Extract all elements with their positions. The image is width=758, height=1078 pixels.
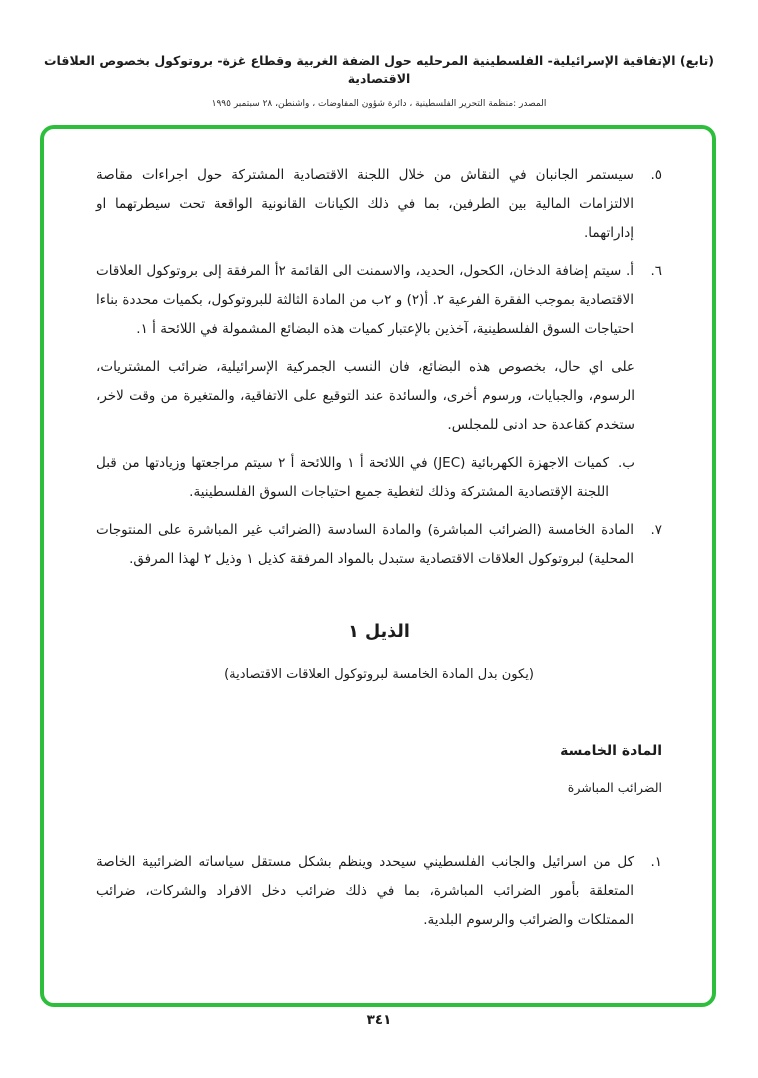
clause-6-b [96, 449, 635, 507]
clause-6-b-text: كميات الاجهزة الكهربائية (JEC) في اللائحة أ ١ واللائحة أ ٢ سيتم مراجعتها وزيادتها من قبل اللجنة الإقتصادية المشتركة وذلك لتغطية جميع احتياجات السوق الفلسطينية. [96, 455, 609, 500]
clause-6-b-letter: ب. [617, 455, 635, 471]
article-five-subheading: الضرائب المباشرة [567, 780, 662, 795]
clause-6 [96, 257, 662, 344]
appendix-clause-1-number: ١. [650, 854, 662, 870]
page-number: ٣٤١ [366, 1012, 392, 1028]
appendix-title: الذيل ١ [348, 622, 410, 642]
appendix-subtitle: (يكون بدل المادة الخامسة لبروتوكول العلاقات الاقتصادية) [224, 667, 534, 682]
document-title: (تابع) الإتفاقية الإسرائيلية- الفلسطينية المرحليه حول الضفة الغربية وقطاع غزة- بروتوكول بخصوص العلاقات الاقتصادية [44, 53, 714, 86]
clause-6-note: على اي حال، بخصوص هذه البضائع، فان النسب الجمركية الإسرائيلية، ضرائب المشتريات، الرسوم، والجبايات، ورسوم أخرى، والسائدة عند التوقيع على الاتفاقية، والمتغيرة من وقت لاخر، ستخدم كقاعدة حد ادنى للمجلس. [96, 359, 635, 433]
document-header [0, 0, 758, 111]
clause-5 [96, 161, 662, 248]
clause-6-text: أ. سيتم إضافة الدخان، الكحول، الحديد، والاسمنت الى القائمة ٢أ المرفقة إلى بروتوكول العلاقات الاقتصادية بموجب الفقرة الفرعية ٢. أ(٢) و ٢ب من المادة الثالثة للبروتوكول، بكميات محددة بناءا احتياجات السوق الفلسطينية، آخذين بالإعتبار كميات هذه البضائع المشمولة في اللائحة أ ١. [96, 263, 635, 337]
clause-5-text: سيستمر الجانبان في النقاش من خلال اللجنة الاقتصادية المشتركة حول اجراءات مقاصة الالتزامات المالية بين الطرفين، بما في ذلك الكيانات القانونية الواقعة تحت سيطرتهما او إداراتهما. [96, 167, 634, 241]
clause-7 [96, 516, 662, 574]
document-body [44, 129, 712, 935]
clause-6-number: ٦. [650, 263, 662, 279]
appendix-clause-1-text: كل من اسرائيل والجانب الفلسطيني سيحدد وينظم بشكل مستقل سياساته الضرائبية الخاصة المتعلقة بأمور الضرائب المباشرة، بما في ذلك ضرائب دخل الافراد والشركات، ضرائب الممتلكات والضرائب والرسوم البلدية. [96, 854, 634, 928]
article-five-heading: المادة الخامسة [560, 743, 662, 759]
clause-7-text: المادة الخامسة (الضرائب المباشرة) والمادة السادسة (الضرائب غير المباشرة على المنتوجات المحلية) لبروتوكول العلاقات الاقتصادية ستبدل بالمواد المرفقة كذيل ١ وذيل ٢ لهذا المرفق. [96, 522, 634, 567]
clause-7-number: ٧. [650, 522, 662, 538]
appendix-clause-1 [96, 848, 662, 935]
green-border-frame [40, 125, 716, 1007]
document-source-line: المصدر :منظمة التحرير الفلسطينية ، دائرة شؤون المفاوضات ، واشنطن، ٢٨ سبتمبر ١٩٩٥ [211, 99, 547, 109]
clause-5-number: ٥. [650, 167, 662, 183]
